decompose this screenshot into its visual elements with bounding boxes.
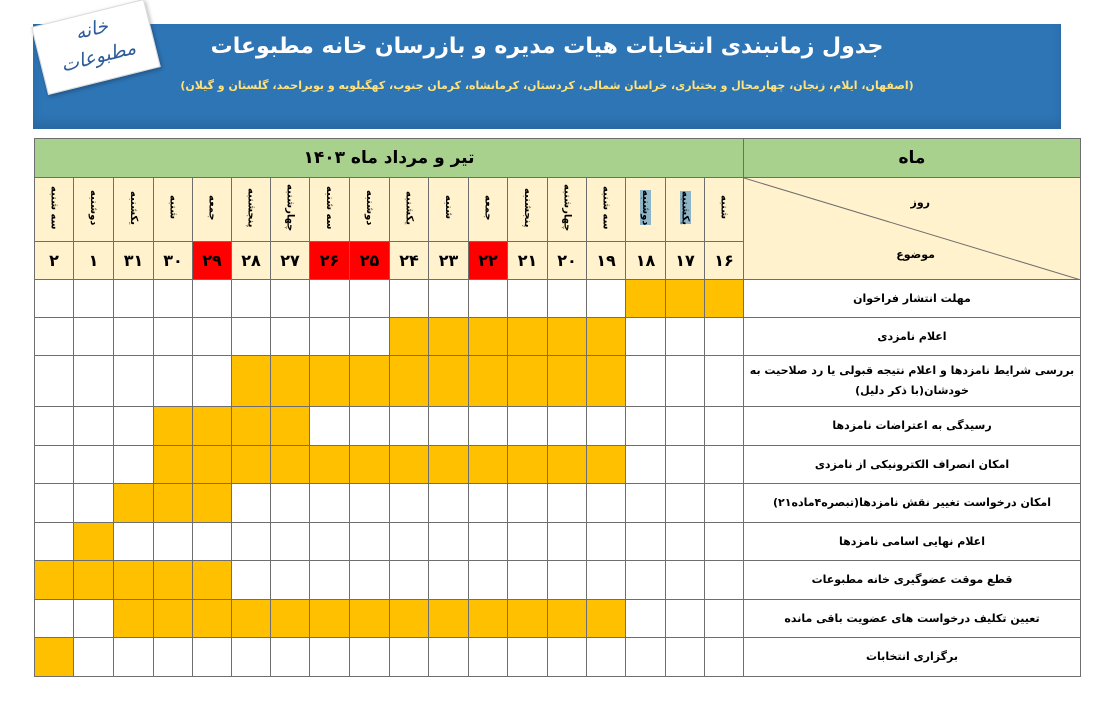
day-name: شنبه (718, 195, 730, 220)
empty-day-cell (587, 523, 626, 561)
empty-day-cell (469, 280, 508, 318)
empty-day-cell (74, 318, 114, 356)
empty-day-cell (193, 318, 232, 356)
day-name-cell (310, 178, 350, 242)
empty-day-cell (154, 523, 193, 561)
active-day-cell (310, 446, 350, 484)
active-day-cell (350, 356, 390, 407)
empty-day-cell (193, 638, 232, 677)
empty-day-cell (232, 318, 271, 356)
empty-day-cell (114, 407, 154, 446)
empty-day-cell (114, 523, 154, 561)
empty-day-cell (232, 280, 271, 318)
month-value: تیر و مرداد ماه ۱۴۰۳ (35, 139, 744, 178)
empty-day-cell (666, 484, 705, 523)
active-day-cell (548, 356, 587, 407)
schedule-row (35, 356, 1081, 407)
day-name: یکشنبه (403, 190, 415, 225)
active-day-cell (74, 561, 114, 600)
active-day-cell (114, 600, 154, 638)
active-day-cell (154, 446, 193, 484)
active-day-cell (587, 318, 626, 356)
day-name: پنجشنبه (522, 187, 533, 228)
active-day-cell (271, 600, 310, 638)
date-cell: ۲۰ (548, 242, 587, 280)
empty-day-cell (350, 318, 390, 356)
active-day-cell (469, 446, 508, 484)
empty-day-cell (35, 318, 74, 356)
day-name-cell (35, 178, 74, 242)
empty-day-cell (705, 484, 744, 523)
empty-day-cell (705, 446, 744, 484)
empty-day-cell (705, 407, 744, 446)
active-day-cell (587, 446, 626, 484)
schedule-row (35, 600, 1081, 638)
empty-day-cell (587, 280, 626, 318)
empty-day-cell (271, 523, 310, 561)
active-day-cell (271, 356, 310, 407)
day-name: شنبه (443, 195, 454, 220)
logo-line-2: مطبوعات (58, 36, 139, 77)
day-name-cell (705, 178, 744, 242)
empty-day-cell (666, 561, 705, 600)
day-name: چهارشنبه (284, 183, 296, 232)
topic-cell: تعیین تکلیف درخواست های عضویت باقی مانده (744, 600, 1081, 638)
date-cell: ۲۶ (310, 242, 350, 280)
empty-day-cell (429, 561, 469, 600)
empty-day-cell (350, 407, 390, 446)
empty-day-cell (666, 523, 705, 561)
empty-day-cell (508, 407, 548, 446)
empty-day-cell (429, 484, 469, 523)
empty-day-cell (193, 280, 232, 318)
header-corner (744, 178, 1081, 280)
empty-day-cell (310, 484, 350, 523)
empty-day-cell (469, 407, 508, 446)
empty-day-cell (587, 638, 626, 677)
active-day-cell (705, 280, 744, 318)
empty-day-cell (548, 280, 587, 318)
empty-day-cell (626, 318, 666, 356)
empty-day-cell (154, 318, 193, 356)
active-day-cell (666, 280, 705, 318)
empty-day-cell (271, 561, 310, 600)
empty-day-cell (232, 523, 271, 561)
active-day-cell (429, 446, 469, 484)
day-label: روز (910, 196, 930, 209)
empty-day-cell (232, 561, 271, 600)
diagonal-line (744, 178, 1081, 280)
empty-day-cell (310, 561, 350, 600)
schedule-row (35, 446, 1081, 484)
schedule-row (35, 484, 1081, 523)
empty-day-cell (35, 600, 74, 638)
topic-cell: اعلام نهایی اسامی نامزدها (744, 523, 1081, 561)
active-day-cell (548, 318, 587, 356)
active-day-cell (193, 446, 232, 484)
day-name-cell (232, 178, 271, 242)
empty-day-cell (74, 280, 114, 318)
empty-day-cell (35, 356, 74, 407)
day-name-cell (587, 178, 626, 242)
empty-day-cell (508, 484, 548, 523)
empty-day-cell (469, 561, 508, 600)
active-day-cell (232, 600, 271, 638)
day-name-cell (271, 178, 310, 242)
active-day-cell (193, 561, 232, 600)
day-name: یکشنبه (679, 190, 691, 225)
active-day-cell (469, 600, 508, 638)
date-cell: ۲۵ (350, 242, 390, 280)
empty-day-cell (429, 407, 469, 446)
active-day-cell (271, 446, 310, 484)
empty-day-cell (390, 484, 429, 523)
active-day-cell (390, 356, 429, 407)
empty-day-cell (429, 523, 469, 561)
day-name: جمعه (206, 194, 218, 221)
empty-day-cell (35, 446, 74, 484)
active-day-cell (587, 600, 626, 638)
active-day-cell (508, 318, 548, 356)
active-day-cell (193, 407, 232, 446)
topic-cell: برگزاری انتخابات (744, 638, 1081, 677)
empty-day-cell (35, 484, 74, 523)
empty-day-cell (705, 356, 744, 407)
active-day-cell (232, 446, 271, 484)
empty-day-cell (666, 318, 705, 356)
empty-day-cell (310, 523, 350, 561)
active-day-cell (232, 356, 271, 407)
day-name-cell (429, 178, 469, 242)
empty-day-cell (548, 561, 587, 600)
day-name-cell (626, 178, 666, 242)
empty-day-cell (114, 318, 154, 356)
date-cell: ۲۴ (390, 242, 429, 280)
active-day-cell (35, 638, 74, 677)
active-day-cell (74, 523, 114, 561)
empty-day-cell (114, 638, 154, 677)
empty-day-cell (705, 318, 744, 356)
empty-day-cell (35, 280, 74, 318)
empty-day-cell (705, 600, 744, 638)
empty-day-cell (154, 638, 193, 677)
active-day-cell (390, 318, 429, 356)
date-cell: ۱۹ (587, 242, 626, 280)
date-cell: ۲۳ (429, 242, 469, 280)
active-day-cell (154, 484, 193, 523)
empty-day-cell (705, 523, 744, 561)
logo-line-1: خانه (72, 14, 111, 45)
empty-day-cell (74, 600, 114, 638)
empty-day-cell (310, 280, 350, 318)
date-cell: ۲۷ (271, 242, 310, 280)
empty-day-cell (429, 280, 469, 318)
empty-day-cell (587, 407, 626, 446)
empty-day-cell (232, 484, 271, 523)
active-day-cell (429, 600, 469, 638)
topic-label: موضوع (896, 248, 935, 261)
day-name: دوشنبه (640, 189, 651, 226)
empty-day-cell (154, 356, 193, 407)
empty-day-cell (626, 356, 666, 407)
date-cell: ۱۶ (705, 242, 744, 280)
day-name-cell (154, 178, 193, 242)
day-name-cell (390, 178, 429, 242)
day-name-cell (74, 178, 114, 242)
empty-day-cell (587, 561, 626, 600)
empty-day-cell (271, 484, 310, 523)
date-cell: ۲۲ (469, 242, 508, 280)
topic-cell: رسیدگی به اعتراضات نامزدها (744, 407, 1081, 446)
active-day-cell (114, 561, 154, 600)
empty-day-cell (390, 280, 429, 318)
day-name-cell (114, 178, 154, 242)
active-day-cell (193, 600, 232, 638)
schedule-row (35, 407, 1081, 446)
topic-cell: مهلت انتشار فراخوان (744, 280, 1081, 318)
empty-day-cell (74, 446, 114, 484)
month-label: ماه (744, 139, 1081, 178)
topic-cell: امکان درخواست تغییر نقش نامزدها(تبصره۴ماده۲۱) (744, 484, 1081, 523)
empty-day-cell (390, 407, 429, 446)
day-name: یکشنبه (128, 190, 139, 225)
empty-day-cell (469, 638, 508, 677)
schedule-row (35, 280, 1081, 318)
active-day-cell (508, 600, 548, 638)
active-day-cell (469, 356, 508, 407)
empty-day-cell (666, 446, 705, 484)
empty-day-cell (666, 356, 705, 407)
empty-day-cell (390, 638, 429, 677)
day-name: سه شنبه (324, 185, 335, 230)
schedule-row (35, 318, 1081, 356)
active-day-cell (390, 600, 429, 638)
day-name-cell (508, 178, 548, 242)
day-name: جمعه (482, 194, 494, 221)
day-name-cell (193, 178, 232, 242)
empty-day-cell (74, 638, 114, 677)
topic-cell: اعلام نامزدی (744, 318, 1081, 356)
day-name: سه شنبه (48, 185, 60, 230)
active-day-cell (154, 407, 193, 446)
topic-cell: امکان انصراف الکترونیکی از نامزدی (744, 446, 1081, 484)
empty-day-cell (626, 523, 666, 561)
empty-day-cell (114, 446, 154, 484)
day-name-cell (469, 178, 508, 242)
day-name-cell (548, 178, 587, 242)
active-day-cell (548, 446, 587, 484)
active-day-cell (114, 484, 154, 523)
active-day-cell (193, 484, 232, 523)
active-day-cell (310, 600, 350, 638)
empty-day-cell (193, 356, 232, 407)
empty-day-cell (310, 638, 350, 677)
active-day-cell (587, 356, 626, 407)
date-cell: ۲۸ (232, 242, 271, 280)
empty-day-cell (350, 561, 390, 600)
page-title: جدول زمانبندی انتخابات هیات مدیره و بازرسان خانه مطبوعات (210, 34, 884, 59)
schedule-row (35, 638, 1081, 677)
date-cell: ۱۸ (626, 242, 666, 280)
day-name-cell (666, 178, 705, 242)
empty-day-cell (390, 523, 429, 561)
empty-day-cell (271, 280, 310, 318)
day-name: سه شنبه (600, 185, 612, 230)
day-name: دوشنبه (364, 189, 375, 226)
day-name-cell (350, 178, 390, 242)
schedule-row (35, 561, 1081, 600)
empty-day-cell (666, 600, 705, 638)
date-cell: ۳۱ (114, 242, 154, 280)
active-day-cell (548, 600, 587, 638)
empty-day-cell (350, 280, 390, 318)
empty-day-cell (508, 561, 548, 600)
active-day-cell (508, 446, 548, 484)
empty-day-cell (626, 561, 666, 600)
day-name: شنبه (167, 195, 179, 220)
empty-day-cell (232, 638, 271, 677)
empty-day-cell (310, 407, 350, 446)
schedule-row (35, 523, 1081, 561)
schedule-table (34, 138, 1081, 677)
active-day-cell (232, 407, 271, 446)
empty-day-cell (626, 484, 666, 523)
day-name: دوشنبه (88, 189, 99, 226)
empty-day-cell (508, 523, 548, 561)
page-subtitle: (اصفهان، ایلام، زنجان، چهارمحال و بختیاری، خراسان شمالی، کردستان، کرمانشاه، کرمان جنوب، کهگیلویه و بویراحمد، گلستان و گیلان) (180, 79, 914, 92)
empty-day-cell (666, 638, 705, 677)
empty-day-cell (271, 318, 310, 356)
empty-day-cell (310, 318, 350, 356)
empty-day-cell (350, 484, 390, 523)
empty-day-cell (705, 561, 744, 600)
active-day-cell (271, 407, 310, 446)
day-name: چهارشنبه (561, 183, 573, 232)
date-cell: ۲۹ (193, 242, 232, 280)
date-cell: ۱۷ (666, 242, 705, 280)
active-day-cell (626, 280, 666, 318)
empty-day-cell (350, 523, 390, 561)
empty-day-cell (508, 638, 548, 677)
date-cell: ۲۱ (508, 242, 548, 280)
empty-day-cell (548, 523, 587, 561)
empty-day-cell (350, 638, 390, 677)
day-name: پنجشنبه (245, 187, 257, 228)
empty-day-cell (390, 561, 429, 600)
active-day-cell (508, 356, 548, 407)
title-banner (33, 24, 1061, 129)
active-day-cell (390, 446, 429, 484)
topic-cell: بررسی شرایط نامزدها و اعلام نتیجه قبولی یا رد صلاحیت به خودشان(با ذکر دلیل) (744, 356, 1081, 407)
empty-day-cell (74, 407, 114, 446)
active-day-cell (350, 600, 390, 638)
active-day-cell (350, 446, 390, 484)
empty-day-cell (508, 280, 548, 318)
empty-day-cell (626, 446, 666, 484)
empty-day-cell (626, 407, 666, 446)
empty-day-cell (271, 638, 310, 677)
empty-day-cell (705, 638, 744, 677)
active-day-cell (429, 356, 469, 407)
topic-cell: قطع موقت عضوگیری خانه مطبوعات (744, 561, 1081, 600)
empty-day-cell (74, 356, 114, 407)
empty-day-cell (429, 638, 469, 677)
empty-day-cell (35, 407, 74, 446)
empty-day-cell (587, 484, 626, 523)
empty-day-cell (114, 356, 154, 407)
active-day-cell (35, 561, 74, 600)
active-day-cell (310, 356, 350, 407)
active-day-cell (154, 561, 193, 600)
empty-day-cell (666, 407, 705, 446)
date-cell: ۱ (74, 242, 114, 280)
empty-day-cell (35, 523, 74, 561)
active-day-cell (469, 318, 508, 356)
empty-day-cell (548, 407, 587, 446)
empty-day-cell (193, 523, 232, 561)
date-cell: ۳۰ (154, 242, 193, 280)
empty-day-cell (548, 638, 587, 677)
empty-day-cell (154, 280, 193, 318)
empty-day-cell (626, 638, 666, 677)
empty-day-cell (548, 484, 587, 523)
empty-day-cell (114, 280, 154, 318)
active-day-cell (429, 318, 469, 356)
empty-day-cell (626, 600, 666, 638)
empty-day-cell (74, 484, 114, 523)
empty-day-cell (469, 484, 508, 523)
date-cell: ۲ (35, 242, 74, 280)
active-day-cell (154, 600, 193, 638)
empty-day-cell (469, 523, 508, 561)
